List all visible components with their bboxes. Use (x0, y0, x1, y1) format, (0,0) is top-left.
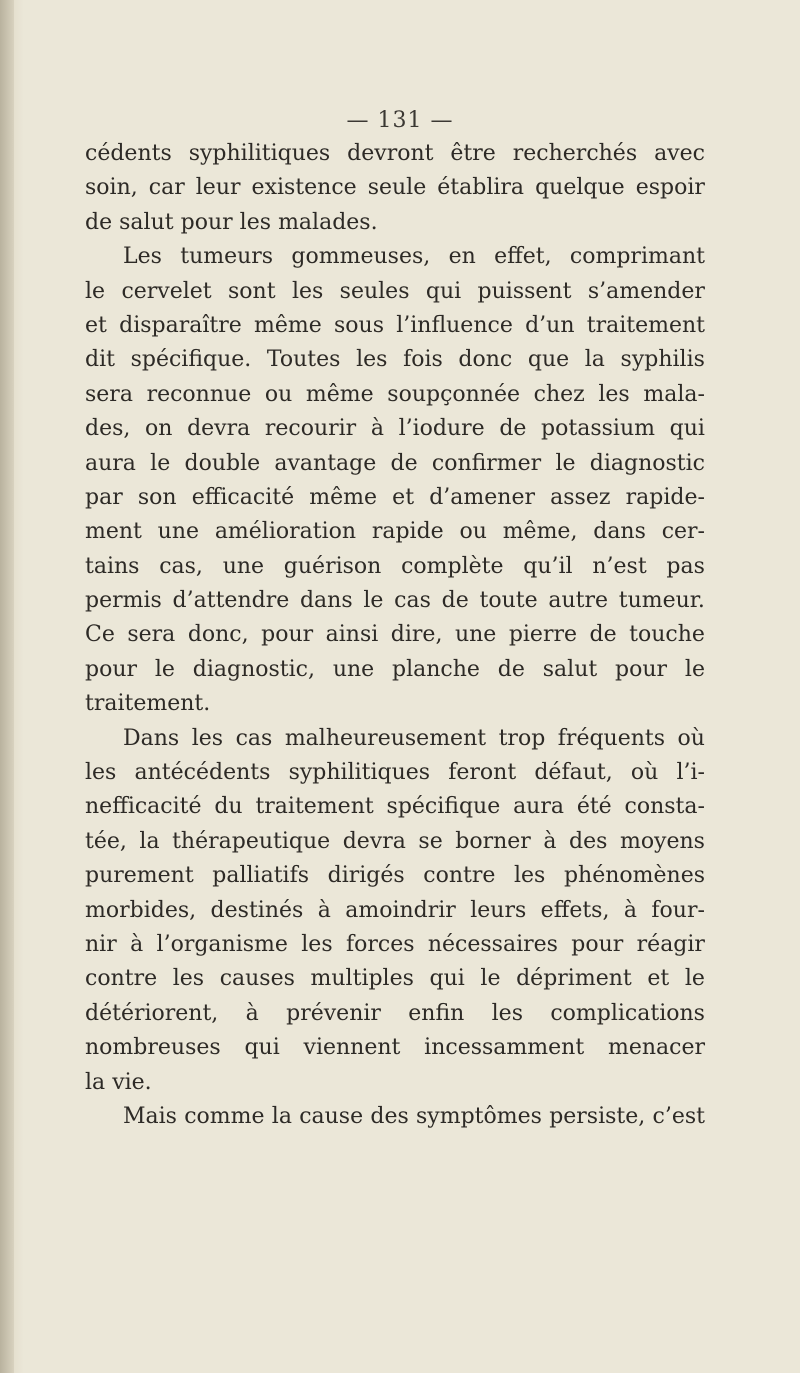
text-line: soin, car leur existence seule établira quelque espoir (85, 175, 705, 201)
text-line: purement palliatifs dirigés contre les phénomènes (85, 863, 705, 889)
text-line: traitement. (85, 691, 211, 717)
text-line: des, on devra recourir à l’iodure de potassium qui (85, 416, 705, 442)
text-line: Les tumeurs gommeuses, en effet, comprimant (123, 244, 705, 270)
text-line: la vie. (85, 1069, 152, 1095)
text-line: Mais comme la cause des symptômes persiste, c’est (123, 1103, 705, 1129)
text-line: pour le diagnostic, une planche de salut pour le (85, 656, 705, 682)
text-line: aura le double avantage de confirmer le diagnostic (85, 450, 705, 476)
text-line: et disparaître même sous l’influence d’un traitement (85, 312, 705, 338)
body-text (85, 137, 705, 1134)
text-line: cédents syphilitiques devront être recherchés avec (85, 141, 705, 166)
text-line: morbides, destinés à amoindrir leurs effets, à four- (85, 897, 705, 923)
page-number: — 131 — (346, 108, 454, 133)
text-line: détériorent, à prévenir enfin les complications (85, 1000, 705, 1026)
text-line: tée, la thérapeutique devra se borner à des moyens (85, 828, 705, 854)
text-line: tains cas, une guérison complète qu’il n’est pas (85, 553, 705, 579)
text-line: Dans les cas malheureusement trop fréquents où (123, 725, 705, 751)
text-line: nefficacité du traitement spécifique aura été consta- (85, 794, 705, 820)
text-line: ment une amélioration rapide ou même, dans cer- (85, 519, 705, 545)
text-line: permis d’attendre dans le cas de toute autre tumeur. (85, 588, 705, 614)
text-line: dit spécifique. Toutes les fois donc que la syphilis (85, 347, 705, 373)
text-line: le cervelet sont les seules qui puissent s’amender (85, 278, 705, 304)
binding-gutter (0, 0, 14, 1373)
text-line: les antécédents syphilitiques feront défaut, où l’i- (85, 760, 705, 786)
text-line: contre les causes multiples qui le dépriment et le (85, 966, 705, 992)
text-line: par son efficacité même et d’amener assez rapide- (85, 484, 705, 510)
text-line: nir à l’organisme les forces nécessaires pour réagir (85, 931, 705, 957)
text-line: nombreuses qui viennent incessamment menacer (85, 1035, 705, 1061)
text-line: de salut pour les malades. (85, 209, 378, 235)
text-line: Ce sera donc, pour ainsi dire, une pierre de touche (85, 622, 705, 648)
text-line: sera reconnue ou même soupçonnée chez les mala- (85, 381, 705, 407)
